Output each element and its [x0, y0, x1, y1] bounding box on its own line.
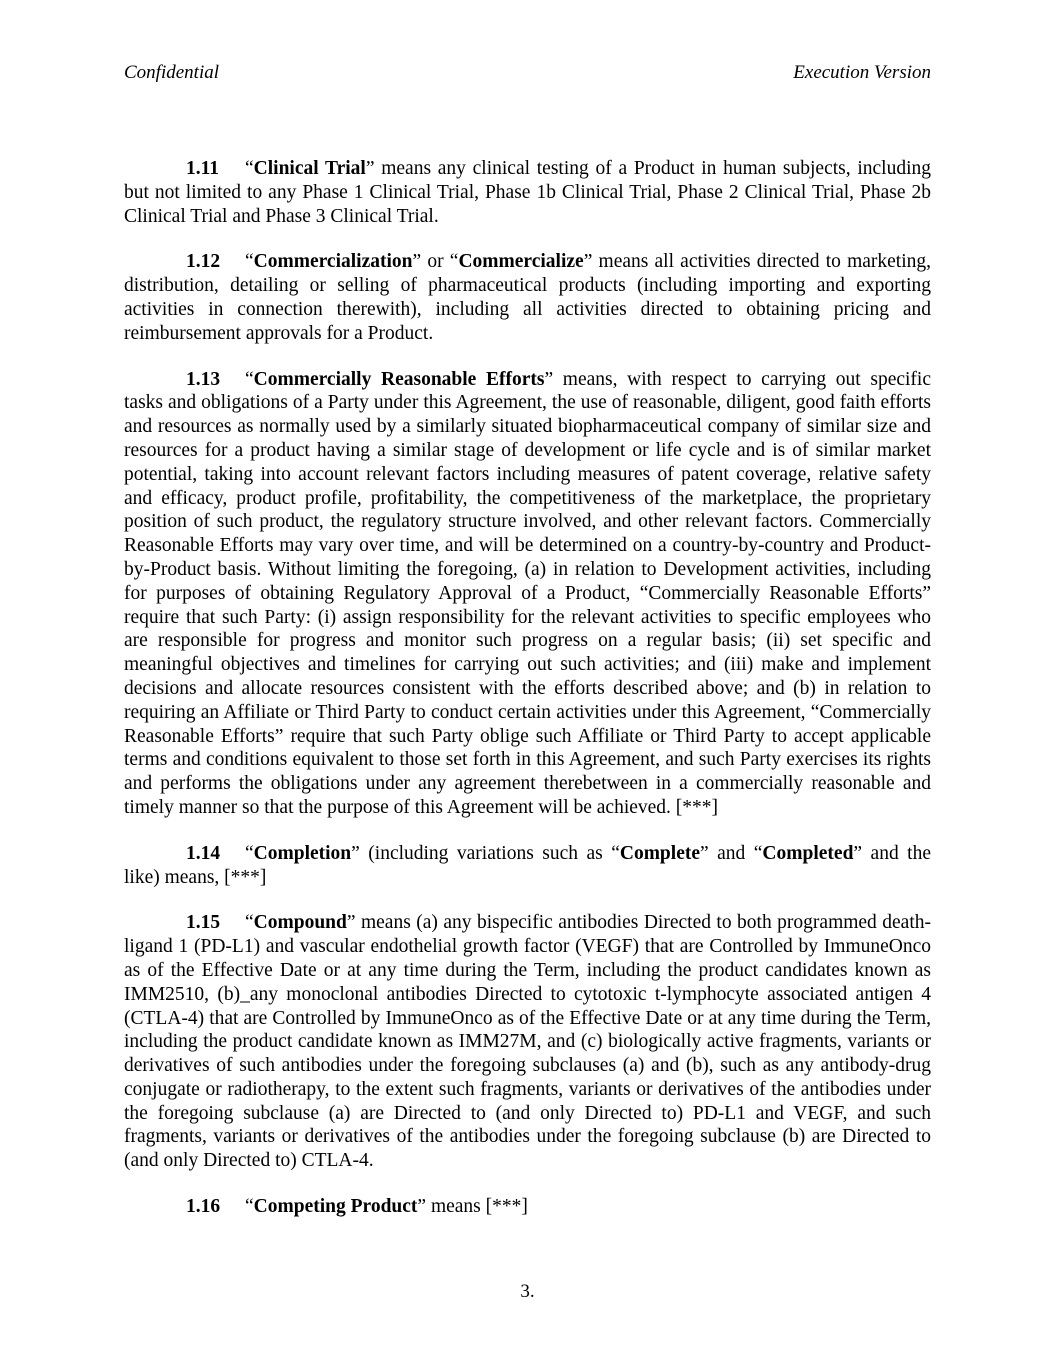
section-1-14	[124, 842, 931, 890]
section-number: 1.11	[186, 158, 220, 179]
section-1-11	[124, 157, 931, 228]
page-number: 3.	[520, 1281, 535, 1302]
definition-text: ” means all activities directed to marketing, distribution, detailing or selling of pharmaceutical products (including importing and exporting activities in connection therewith), including all activities directed to obtaining pricing and reimbursement approvals for a Product.	[124, 251, 932, 344]
open-quote: “	[245, 368, 254, 390]
section-1-12	[124, 250, 931, 345]
defined-term: Completed	[762, 842, 854, 864]
defined-term: Compound	[253, 912, 347, 934]
connector-text: ” (including variations such as “	[351, 842, 620, 864]
section-number: 1.16	[186, 1196, 221, 1218]
open-quote: “	[245, 912, 254, 934]
section-1-13	[124, 368, 931, 820]
header-confidential: Confidential	[124, 62, 219, 83]
open-quote: “	[245, 158, 254, 179]
open-quote: “	[245, 251, 254, 273]
definition-text: ” means any clinical testing of a Product in human subjects, including but not limited to any Phase 1 Clinical Trial, Phase 1b Clinical Trial, Phase 2 Clinical Trial, Phase 2b Clinical Trial and Phase 3 Clinical Trial.	[124, 158, 932, 227]
definition-text: ” and the like) means, [***]	[124, 842, 931, 888]
open-quote: “	[245, 1196, 254, 1218]
document-body	[124, 157, 931, 1241]
definition-text: ” means [***]	[417, 1196, 528, 1218]
section-number: 1.14	[186, 842, 221, 864]
section-number: 1.15	[186, 912, 221, 934]
section-1-15	[124, 911, 931, 1173]
header-execution-version: Execution Version	[793, 62, 931, 83]
page-header	[124, 62, 931, 88]
defined-term: Commercially Reasonable Efforts	[253, 368, 545, 390]
defined-term: Competing Product	[253, 1196, 418, 1218]
connector-text: ” or “	[412, 251, 459, 273]
connector-text: ” and “	[700, 842, 763, 864]
defined-term: Complete	[619, 842, 701, 864]
defined-term: Commercialization	[253, 251, 413, 273]
defined-term: Commercialize	[458, 251, 584, 273]
defined-term: Completion	[253, 842, 352, 864]
section-number: 1.13	[186, 368, 221, 390]
definition-text: ” means (a) any bispecific antibodies Directed to both programmed death-ligand 1 (PD-L1) and vascular endothelial growth factor (VEGF) that are Controlled by ImmuneOnco as of the Effective Date or at any time during the Term, including the product candidates known as IMM2510, (b)_any monoclonal antibodies Directed to cytotoxic t-lymphocyte associated antigen 4 (CTLA-4) that are Controlled by ImmuneOnco as of the Effective Date or at any time during the Term, including the product candidate known as IMM27M, and (c) biologically active fragments, variants or derivatives of such antibodies under the foregoing subclauses (a) and (b), such as any antibody-drug conjugate or radiotherapy, to the extent such fragments, variants or derivatives of the antibodies under the foregoing subclause (a) are Directed to (and only Directed to) PD-L1 and VEGF, and such fragments, variants or derivatives of the antibodies under the foregoing subclause (b) are Directed to (and only Directed to) CTLA-4.	[124, 912, 931, 1172]
section-1-16	[124, 1195, 931, 1219]
section-number: 1.12	[186, 251, 221, 273]
defined-term: Clinical Trial	[253, 158, 366, 179]
open-quote: “	[245, 842, 254, 864]
definition-text: ” means, with respect to carrying out specific tasks and obligations of a Party under this Agreement, the use of reasonable, diligent, good faith efforts and resources as normally used by a similarly situated biopharmaceutical company of similar size and resources for a product having a similar stage of development or life cycle and is of similar market potential, taking into account relevant factors including measures of patent coverage, relative safety and efficacy, product profile, profitability, the competitiveness of the marketplace, the proprietary position of such product, the regulatory structure involved, and other relevant factors. Commercially Reasonable Efforts may vary over time, and will be determined on a country-by-country and Product-by-Product basis. Without limiting the foregoing, (a) in relation to Development activities, including for purposes of obtaining Regulatory Approval of a Product, “Commercially Reasonable Efforts” require that such Party: (i) assign responsibility for the relevant activities to specific employees who are responsible for progress and monitor such progress on a regular basis; (ii) set specific and meaningful objectives and timelines for carrying out such activities; and (iii) make and implement decisions and allocate resources consistent with the efforts described above; and (b) in relation to requiring an Affiliate or Third Party to conduct certain activities under this Agreement, “Commercially Reasonable Efforts” require that such Party oblige such Affiliate or Third Party to accept applicable terms and conditions equivalent to those set forth in this Agreement, and such Party exercises its rights and performs the obligations under any agreement therebetween in a commercially reasonable and timely manner so that the purpose of this Agreement will be achieved. [***]	[124, 368, 931, 818]
